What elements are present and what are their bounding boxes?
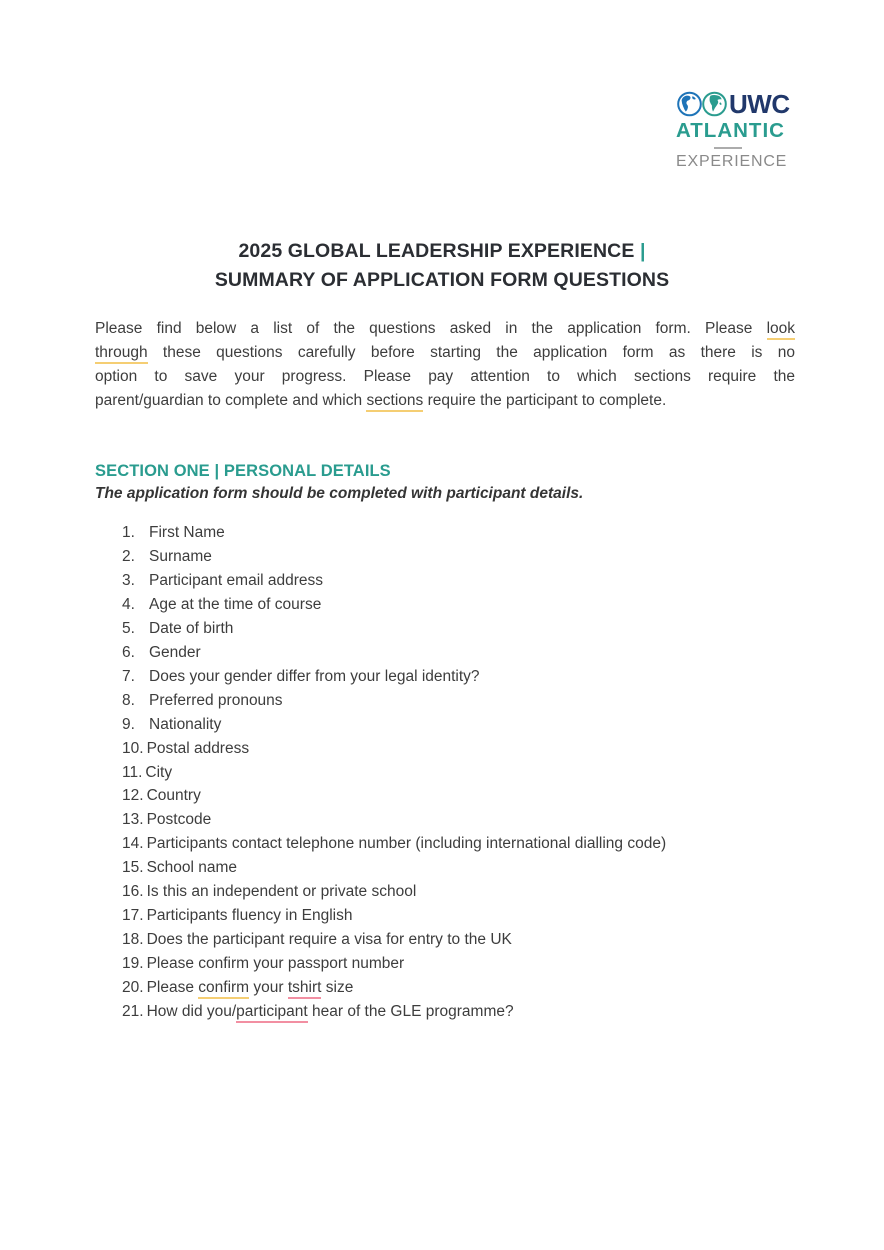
question-item — [95, 1000, 815, 1024]
text-run: Is this an independent or private school — [146, 883, 417, 901]
question-number: 15. — [122, 859, 144, 877]
question-number: 6. — [122, 643, 135, 661]
text-run: Please find below a list of the questions asked in the application form. Please — [95, 320, 767, 337]
text-run: Gender — [149, 643, 201, 661]
question-item — [95, 784, 815, 808]
text-run: Surname — [149, 547, 212, 565]
question-number: 18. — [122, 931, 144, 949]
logo-atlantic-text: ATLANTIC — [676, 119, 785, 142]
question-item — [95, 689, 815, 713]
text-run: Participants fluency in English — [146, 907, 353, 925]
question-item — [95, 928, 815, 952]
text-run: School name — [146, 859, 238, 877]
document-title-line2: SUMMARY OF APPLICATION FORM QUESTIONS — [214, 269, 670, 291]
question-item — [95, 976, 815, 1000]
question-text — [147, 835, 667, 852]
question-number: 12. — [122, 787, 144, 805]
question-number: 2. — [122, 547, 135, 565]
question-number: 20. — [122, 979, 144, 997]
title-pipe: | — [639, 240, 646, 262]
question-number: 7. — [122, 667, 135, 685]
question-text — [149, 644, 201, 661]
intro-line — [95, 389, 795, 413]
question-text — [149, 548, 212, 565]
question-text — [147, 859, 237, 876]
uwc-atlantic-logo — [676, 88, 790, 171]
question-number: 10. — [122, 739, 144, 757]
question-item — [95, 880, 815, 904]
text-run: Does your gender differ from your legal identity? — [149, 667, 480, 685]
intro-paragraph — [95, 317, 795, 413]
question-number: 17. — [122, 907, 144, 925]
question-item — [95, 808, 815, 832]
question-text — [149, 668, 480, 685]
document-title-line1 — [0, 237, 884, 266]
question-text — [145, 764, 172, 781]
question-text — [147, 883, 417, 900]
question-number: 9. — [122, 715, 135, 733]
question-number: 21. — [122, 1003, 144, 1021]
flagged-word: through — [95, 344, 148, 364]
flagged-word: tshirt — [288, 979, 322, 999]
question-text — [147, 811, 212, 828]
text-run: your — [249, 979, 288, 997]
question-item — [95, 593, 815, 617]
flagged-word: participant — [236, 1003, 308, 1023]
question-text — [147, 931, 512, 948]
logo-experience-text: EXPERIENCE — [676, 153, 788, 170]
text-run: hear of the GLE programme? — [307, 1003, 514, 1021]
question-item — [95, 856, 815, 880]
question-text — [149, 572, 323, 589]
question-text — [149, 716, 221, 733]
question-item — [95, 737, 815, 761]
text-run: Country — [146, 787, 201, 805]
question-text — [147, 955, 405, 972]
text-run: require the participant to complete. — [423, 392, 667, 409]
text-run: City — [145, 763, 173, 781]
question-text — [147, 979, 354, 999]
question-number: 19. — [122, 955, 144, 973]
logo-divider-line — [714, 147, 742, 149]
question-item — [95, 952, 815, 976]
text-run: Postal address — [146, 739, 250, 757]
question-item — [95, 641, 815, 665]
title-line1-text: 2025 GLOBAL LEADERSHIP EXPERIENCE — [238, 240, 640, 262]
section-one-block — [95, 460, 795, 506]
question-item — [95, 617, 815, 641]
text-run: size — [321, 979, 354, 997]
text-run: parent/guardian to complete and which — [95, 392, 367, 409]
question-number: 1. — [122, 524, 135, 541]
section-one-heading: SECTION ONE | PERSONAL DETAILS — [95, 462, 391, 480]
question-text — [149, 524, 225, 541]
text-run: Date of birth — [149, 619, 234, 637]
text-run: Participants contact telephone number (including international dialling code) — [146, 835, 667, 853]
text-run: First Name — [149, 524, 225, 541]
text-run: Participant email address — [149, 571, 324, 589]
question-item — [95, 713, 815, 737]
question-item — [95, 665, 815, 689]
text-run: Postcode — [146, 811, 212, 829]
two-globes-icon — [676, 90, 728, 118]
question-item — [95, 569, 815, 593]
question-item — [95, 904, 815, 928]
question-number: 3. — [122, 571, 135, 589]
document-title — [0, 237, 884, 295]
question-number: 14. — [122, 835, 144, 853]
question-item — [95, 545, 815, 569]
text-run: option to save your progress. Please pay attention to which sections require the — [95, 368, 795, 385]
question-text — [147, 787, 201, 804]
question-list — [95, 521, 815, 1024]
intro-line — [95, 365, 795, 389]
text-run: How did you/ — [146, 1003, 237, 1021]
flagged-word: look — [767, 320, 795, 340]
question-text — [149, 692, 283, 709]
text-run: Please confirm your passport number — [146, 955, 405, 973]
logo-top-row — [676, 88, 790, 119]
question-number: 16. — [122, 883, 144, 901]
text-run: Please — [146, 979, 199, 997]
question-number: 4. — [122, 595, 135, 613]
question-text — [149, 596, 321, 613]
question-text — [147, 740, 250, 757]
intro-line — [95, 341, 795, 365]
question-text — [147, 1003, 514, 1023]
question-text — [149, 620, 233, 637]
question-number: 11. — [122, 763, 143, 781]
text-run: these questions carefully before starting the application form as there is no — [147, 344, 795, 361]
text-run: Age at the time of course — [149, 595, 322, 613]
text-run: Nationality — [149, 715, 222, 733]
question-number: 13. — [122, 811, 144, 829]
question-item — [95, 761, 815, 785]
text-run: Does the participant require a visa for entry to the UK — [146, 931, 512, 949]
intro-line — [95, 317, 795, 341]
flagged-word: confirm — [198, 979, 249, 999]
question-number: 5. — [122, 619, 135, 637]
section-one-subheading: The application form should be completed with participant details. — [95, 485, 584, 502]
logo-uwc-text: UWC — [729, 88, 790, 119]
question-item — [95, 521, 815, 545]
question-number: 8. — [122, 691, 135, 709]
question-text — [147, 907, 353, 924]
question-item — [95, 832, 815, 856]
text-run: Preferred pronouns — [149, 691, 283, 709]
flagged-word: sections — [366, 392, 423, 412]
